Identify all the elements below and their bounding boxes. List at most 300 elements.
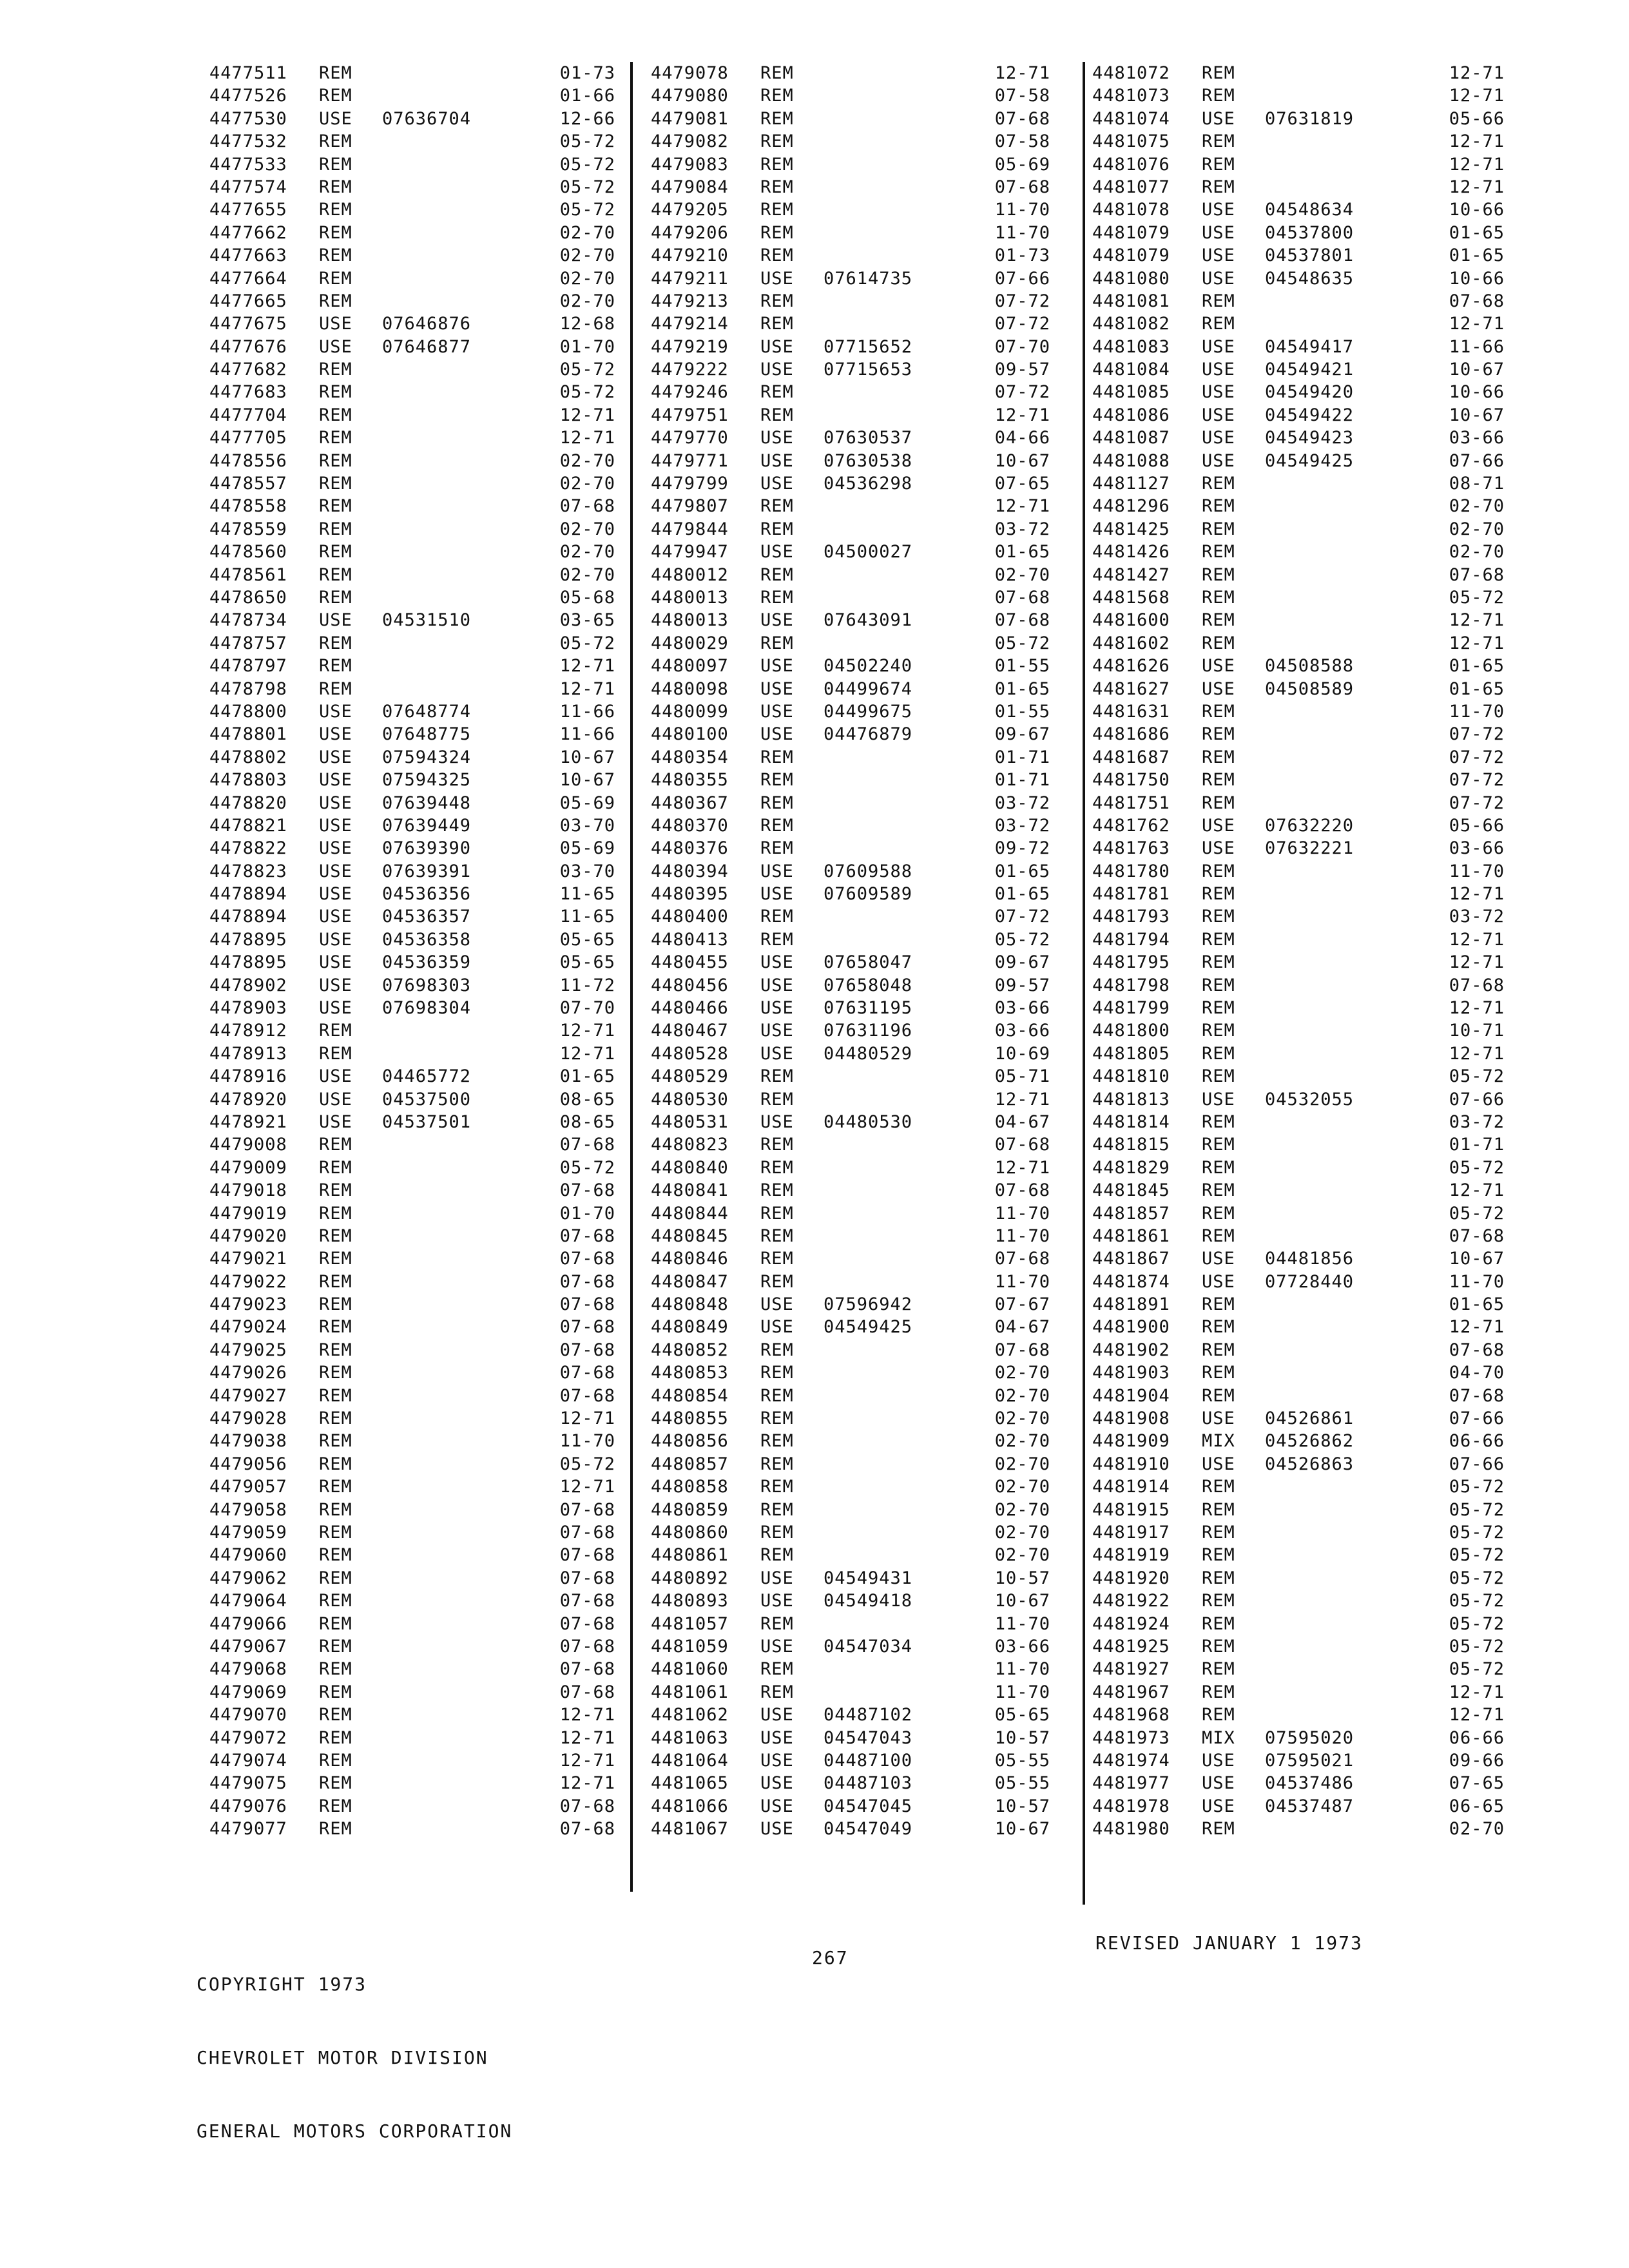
effective-date: 05-72	[1449, 587, 1505, 608]
part-number: 4480376	[651, 838, 729, 859]
part-number: 4477665	[209, 291, 287, 311]
parts-row	[651, 1019, 1050, 1042]
parts-row	[1092, 1043, 1505, 1065]
replacement-part-number: 04536357	[382, 907, 472, 927]
replacement-part-number: 04537486	[1265, 1773, 1354, 1794]
part-number: 4478734	[209, 610, 287, 631]
parts-row	[651, 1681, 1050, 1704]
status-code: REM	[1202, 1682, 1235, 1702]
part-number: 4481762	[1092, 815, 1170, 836]
status-code: REM	[760, 496, 794, 517]
parts-row	[209, 84, 615, 107]
parts-row	[1092, 1225, 1505, 1247]
effective-date: 02-70	[994, 1408, 1050, 1429]
status-code: USE	[760, 1705, 794, 1725]
parts-row	[209, 541, 615, 563]
parts-row	[209, 1271, 615, 1293]
parts-row	[651, 814, 1050, 837]
status-code: REM	[1202, 1705, 1235, 1725]
part-number: 4477704	[209, 405, 287, 425]
parts-row	[209, 1019, 615, 1042]
parts-row	[209, 837, 615, 860]
replacement-part-number: 07595021	[1265, 1750, 1354, 1771]
effective-date: 08-65	[559, 1089, 615, 1110]
effective-date: 10-66	[1449, 200, 1505, 220]
replacement-part-number: 04480530	[824, 1111, 913, 1132]
status-code: REM	[319, 474, 352, 494]
replacement-part-number: 07594324	[382, 747, 472, 767]
replacement-part-number: 07595020	[1265, 1727, 1354, 1748]
status-code: USE	[760, 428, 794, 448]
parts-row	[209, 1727, 615, 1749]
effective-date: 02-70	[1449, 519, 1505, 539]
status-code: USE	[319, 701, 352, 722]
part-number: 4481626	[1092, 656, 1170, 677]
effective-date: 03-66	[994, 1021, 1050, 1041]
effective-date: 05-72	[1449, 1157, 1505, 1178]
part-number: 4478823	[209, 861, 287, 881]
parts-row	[209, 1043, 615, 1065]
status-code: REM	[319, 519, 352, 539]
effective-date: 07-68	[559, 1568, 615, 1588]
replacement-part-number: 04476879	[824, 724, 913, 745]
replacement-part-number: 04532055	[1265, 1089, 1354, 1110]
parts-row	[209, 1590, 615, 1612]
revision-date: REVISED JANUARY 1 1973	[1095, 1932, 1363, 1954]
part-number: 4480012	[651, 564, 729, 585]
part-number: 4480854	[651, 1385, 729, 1406]
status-code: REM	[760, 222, 794, 243]
effective-date: 05-72	[1449, 1636, 1505, 1657]
status-code: REM	[319, 222, 352, 243]
effective-date: 09-72	[994, 838, 1050, 859]
status-code: USE	[1202, 382, 1235, 403]
status-code: REM	[319, 1021, 352, 1041]
replacement-part-number: 07639448	[382, 793, 472, 813]
effective-date: 07-68	[1449, 1385, 1505, 1406]
effective-date: 09-67	[994, 724, 1050, 745]
effective-date: 07-68	[559, 1659, 615, 1680]
effective-date: 03-66	[994, 1636, 1050, 1657]
effective-date: 07-68	[994, 610, 1050, 631]
status-code: REM	[319, 1340, 352, 1360]
parts-row	[1092, 905, 1505, 928]
parts-row	[1092, 1727, 1505, 1749]
status-code: REM	[1202, 1294, 1235, 1315]
parts-row	[1092, 1111, 1505, 1133]
part-number: 4479024	[209, 1317, 287, 1338]
part-number: 4480853	[651, 1363, 729, 1383]
parts-row	[1092, 1179, 1505, 1202]
status-code: REM	[1202, 1477, 1235, 1497]
parts-row	[209, 860, 615, 883]
part-number: 4479019	[209, 1203, 287, 1224]
part-number: 4477682	[209, 360, 287, 380]
status-code: REM	[319, 633, 352, 653]
part-number: 4481085	[1092, 382, 1170, 403]
parts-row	[1092, 1475, 1505, 1498]
status-code: REM	[760, 1225, 794, 1246]
status-code: USE	[760, 1796, 794, 1816]
part-number: 4481627	[1092, 678, 1170, 699]
status-code: REM	[760, 63, 794, 83]
status-code: REM	[1202, 1385, 1235, 1406]
status-code: REM	[1202, 633, 1235, 653]
effective-date: 07-70	[994, 336, 1050, 357]
part-number: 4479751	[651, 405, 729, 425]
part-number: 4480013	[651, 587, 729, 608]
parts-row	[209, 951, 615, 974]
status-code: USE	[1202, 108, 1235, 129]
status-code: USE	[1202, 1773, 1235, 1794]
effective-date: 07-68	[559, 1340, 615, 1360]
status-code: REM	[1202, 496, 1235, 517]
status-code: REM	[319, 1659, 352, 1680]
effective-date: 07-68	[559, 1819, 615, 1840]
part-number: 4478801	[209, 724, 287, 745]
part-number: 4481925	[1092, 1636, 1170, 1657]
part-number: 4481568	[1092, 587, 1170, 608]
part-number: 4479214	[651, 314, 729, 334]
status-code: USE	[1202, 336, 1235, 357]
parts-row	[651, 1430, 1050, 1452]
effective-date: 12-71	[1449, 929, 1505, 950]
effective-date: 07-68	[559, 1523, 615, 1542]
effective-date: 07-68	[559, 1225, 615, 1246]
parts-row	[1092, 1316, 1505, 1338]
replacement-part-number: 07631819	[1265, 108, 1354, 129]
part-number: 4481977	[1092, 1773, 1170, 1794]
part-number: 4481781	[1092, 884, 1170, 905]
replacement-part-number: 04549422	[1265, 405, 1354, 425]
status-code: REM	[319, 1135, 352, 1155]
status-code: REM	[319, 1523, 352, 1542]
effective-date: 12-71	[1449, 314, 1505, 334]
effective-date: 07-58	[994, 86, 1050, 106]
parts-row	[651, 609, 1050, 631]
status-code: REM	[760, 177, 794, 197]
effective-date: 02-70	[1449, 542, 1505, 562]
parts-row	[651, 928, 1050, 951]
part-number: 4479068	[209, 1659, 287, 1680]
replacement-part-number: 07632221	[1265, 838, 1354, 859]
parts-row	[651, 62, 1050, 84]
status-code: REM	[760, 564, 794, 585]
status-code: REM	[319, 656, 352, 677]
part-number: 4479205	[651, 200, 729, 220]
effective-date: 11-70	[994, 200, 1050, 220]
status-code: USE	[760, 542, 794, 562]
parts-row	[209, 1316, 615, 1338]
replacement-part-number: 07715653	[824, 360, 913, 380]
part-number: 4480530	[651, 1089, 729, 1110]
status-code: USE	[760, 1750, 794, 1771]
effective-date: 10-66	[1449, 382, 1505, 403]
status-code: USE	[319, 314, 352, 334]
status-code: USE	[1202, 1249, 1235, 1269]
effective-date: 07-68	[559, 1682, 615, 1702]
replacement-part-number: 04548634	[1265, 200, 1354, 220]
parts-row	[1092, 358, 1505, 381]
part-number: 4481793	[1092, 907, 1170, 927]
effective-date: 03-72	[994, 793, 1050, 813]
effective-date: 11-70	[994, 1203, 1050, 1224]
parts-row	[651, 312, 1050, 335]
status-code: REM	[319, 1454, 352, 1474]
effective-date: 07-68	[994, 587, 1050, 608]
part-number: 4479062	[209, 1568, 287, 1588]
status-code: USE	[1202, 1796, 1235, 1816]
part-number: 4477675	[209, 314, 287, 334]
status-code: REM	[319, 1477, 352, 1497]
parts-row	[1092, 1339, 1505, 1361]
replacement-part-number: 04536298	[824, 474, 913, 494]
parts-row	[1092, 108, 1505, 130]
part-number: 4481910	[1092, 1454, 1170, 1474]
status-code: REM	[1202, 1317, 1235, 1338]
parts-row	[651, 381, 1050, 403]
part-number: 4479059	[209, 1523, 287, 1542]
status-code: REM	[760, 154, 794, 175]
status-code: REM	[1202, 929, 1235, 950]
status-code: USE	[760, 861, 794, 881]
column-divider	[1083, 62, 1085, 1905]
parts-row	[209, 495, 615, 517]
effective-date: 02-70	[1449, 1819, 1505, 1840]
effective-date: 05-72	[559, 360, 615, 380]
parts-row	[651, 1499, 1050, 1521]
replacement-part-number: 04536358	[382, 929, 472, 950]
status-code: REM	[319, 177, 352, 197]
replacement-part-number: 07639391	[382, 861, 472, 881]
part-number: 4480855	[651, 1408, 729, 1429]
parts-row	[209, 62, 615, 84]
parts-row	[1092, 1521, 1505, 1544]
status-code: REM	[760, 1545, 794, 1566]
effective-date: 11-70	[994, 1225, 1050, 1246]
part-number: 4479038	[209, 1431, 287, 1452]
status-code: USE	[319, 1111, 352, 1132]
effective-date: 09-67	[994, 952, 1050, 973]
status-code: USE	[1202, 1271, 1235, 1292]
replacement-part-number: 07614735	[824, 268, 913, 289]
part-number: 4481087	[1092, 428, 1170, 448]
parts-row	[651, 1225, 1050, 1247]
effective-date: 10-67	[559, 747, 615, 767]
replacement-part-number: 07609588	[824, 861, 913, 881]
effective-date: 12-71	[1449, 1682, 1505, 1702]
effective-date: 10-67	[1449, 1249, 1505, 1269]
status-code: REM	[760, 519, 794, 539]
status-code: REM	[760, 815, 794, 836]
parts-row	[651, 1795, 1050, 1818]
part-number: 4479018	[209, 1180, 287, 1201]
status-code: REM	[319, 86, 352, 106]
effective-date: 12-71	[1449, 1317, 1505, 1338]
effective-date: 06-66	[1449, 1727, 1505, 1748]
part-number: 4481077	[1092, 177, 1170, 197]
part-number: 4481845	[1092, 1180, 1170, 1201]
part-number: 4481917	[1092, 1523, 1170, 1542]
replacement-part-number: 04537800	[1265, 222, 1354, 243]
parts-row	[209, 1499, 615, 1521]
parts-row	[209, 450, 615, 472]
part-number: 4481061	[651, 1682, 729, 1702]
parts-row	[1092, 1019, 1505, 1042]
part-number: 4480846	[651, 1249, 729, 1269]
parts-row	[651, 358, 1050, 381]
part-number: 4481829	[1092, 1157, 1170, 1178]
effective-date: 12-71	[994, 63, 1050, 83]
part-number: 4480845	[651, 1225, 729, 1246]
part-number: 4481079	[1092, 245, 1170, 266]
status-code: USE	[1202, 815, 1235, 836]
effective-date: 02-70	[559, 268, 615, 289]
effective-date: 02-70	[559, 519, 615, 539]
parts-row	[209, 1658, 615, 1680]
effective-date: 03-66	[994, 998, 1050, 1019]
effective-date: 07-58	[994, 131, 1050, 152]
part-number: 4477683	[209, 382, 287, 403]
effective-date: 05-72	[1449, 1568, 1505, 1588]
status-code: REM	[760, 793, 794, 813]
parts-row	[651, 1635, 1050, 1658]
parts-row	[1092, 1635, 1505, 1658]
part-number: 4481057	[651, 1613, 729, 1634]
status-code: REM	[1202, 474, 1235, 494]
effective-date: 12-71	[559, 656, 615, 677]
part-number: 4481908	[1092, 1408, 1170, 1429]
replacement-part-number: 04547034	[824, 1636, 913, 1657]
parts-column-1	[209, 62, 615, 1840]
effective-date: 05-65	[559, 952, 615, 973]
parts-row	[651, 700, 1050, 723]
part-number: 4481805	[1092, 1043, 1170, 1064]
part-number: 4480852	[651, 1340, 729, 1360]
effective-date: 12-71	[994, 405, 1050, 425]
status-code: REM	[1202, 1819, 1235, 1840]
parts-row	[1092, 1407, 1505, 1430]
status-code: REM	[319, 268, 352, 289]
part-number: 4481425	[1092, 519, 1170, 539]
status-code: USE	[1202, 200, 1235, 220]
parts-row	[1092, 176, 1505, 198]
replacement-part-number: 04548635	[1265, 268, 1354, 289]
effective-date: 10-67	[1449, 405, 1505, 425]
effective-date: 11-65	[559, 884, 615, 905]
parts-row	[209, 1453, 615, 1475]
effective-date: 03-70	[559, 815, 615, 836]
effective-date: 07-68	[559, 1317, 615, 1338]
effective-date: 12-71	[559, 1477, 615, 1497]
status-code: REM	[319, 1157, 352, 1178]
status-code: REM	[1202, 724, 1235, 745]
parts-row	[651, 1407, 1050, 1430]
effective-date: 05-72	[994, 633, 1050, 653]
part-number: 4481084	[1092, 360, 1170, 380]
effective-date: 11-70	[994, 222, 1050, 243]
parts-row	[1092, 1704, 1505, 1726]
status-code: REM	[1202, 907, 1235, 927]
replacement-part-number: 04508589	[1265, 678, 1354, 699]
status-code: REM	[319, 131, 352, 152]
effective-date: 05-72	[559, 154, 615, 175]
part-number: 4479799	[651, 474, 729, 494]
status-code: REM	[319, 1636, 352, 1657]
status-code: REM	[1202, 747, 1235, 767]
effective-date: 12-66	[559, 108, 615, 129]
status-code: USE	[319, 793, 352, 813]
part-number: 4481602	[1092, 633, 1170, 653]
part-number: 4477526	[209, 86, 287, 106]
part-number: 4480844	[651, 1203, 729, 1224]
status-code: USE	[760, 1294, 794, 1315]
status-code: REM	[319, 1271, 352, 1292]
effective-date: 02-70	[559, 542, 615, 562]
part-number: 4479076	[209, 1796, 287, 1816]
parts-row	[651, 176, 1050, 198]
status-code: REM	[319, 496, 352, 517]
parts-row	[651, 404, 1050, 427]
parts-row	[651, 1088, 1050, 1111]
replacement-part-number: 04547043	[824, 1727, 913, 1748]
status-code: REM	[760, 747, 794, 767]
parts-row	[651, 723, 1050, 745]
parts-row	[209, 814, 615, 837]
parts-row	[209, 1544, 615, 1566]
parts-row	[209, 1681, 615, 1704]
parts-row	[209, 176, 615, 198]
part-number: 4479844	[651, 519, 729, 539]
effective-date: 12-71	[1449, 633, 1505, 653]
status-code: REM	[760, 1340, 794, 1360]
replacement-part-number: 04480529	[824, 1043, 913, 1064]
effective-date: 05-72	[559, 382, 615, 403]
effective-date: 02-70	[559, 474, 615, 494]
part-number: 4481088	[1092, 450, 1170, 471]
part-number: 4481686	[1092, 724, 1170, 745]
part-number: 4480354	[651, 747, 729, 767]
part-number: 4481751	[1092, 793, 1170, 813]
part-number: 4479069	[209, 1682, 287, 1702]
parts-row	[651, 1247, 1050, 1270]
parts-row	[651, 1339, 1050, 1361]
effective-date: 07-66	[1449, 1454, 1505, 1474]
replacement-part-number: 07658048	[824, 975, 913, 995]
part-number: 4478822	[209, 838, 287, 859]
parts-row	[1092, 1202, 1505, 1225]
status-code: REM	[319, 245, 352, 266]
part-number: 4480531	[651, 1111, 729, 1132]
effective-date: 03-66	[1449, 428, 1505, 448]
status-code: USE	[760, 952, 794, 973]
effective-date: 07-68	[559, 1135, 615, 1155]
parts-row	[1092, 1271, 1505, 1293]
effective-date: 12-71	[559, 428, 615, 448]
parts-row	[209, 655, 615, 677]
status-code: USE	[760, 1727, 794, 1748]
part-number: 4481813	[1092, 1089, 1170, 1110]
status-code: REM	[1202, 519, 1235, 539]
parts-row	[651, 746, 1050, 769]
status-code: USE	[760, 1043, 794, 1064]
status-code: REM	[319, 1180, 352, 1201]
status-code: USE	[319, 861, 352, 881]
replacement-part-number: 04537501	[382, 1111, 472, 1132]
parts-row	[651, 1179, 1050, 1202]
effective-date: 05-72	[559, 200, 615, 220]
part-number: 4481799	[1092, 998, 1170, 1019]
